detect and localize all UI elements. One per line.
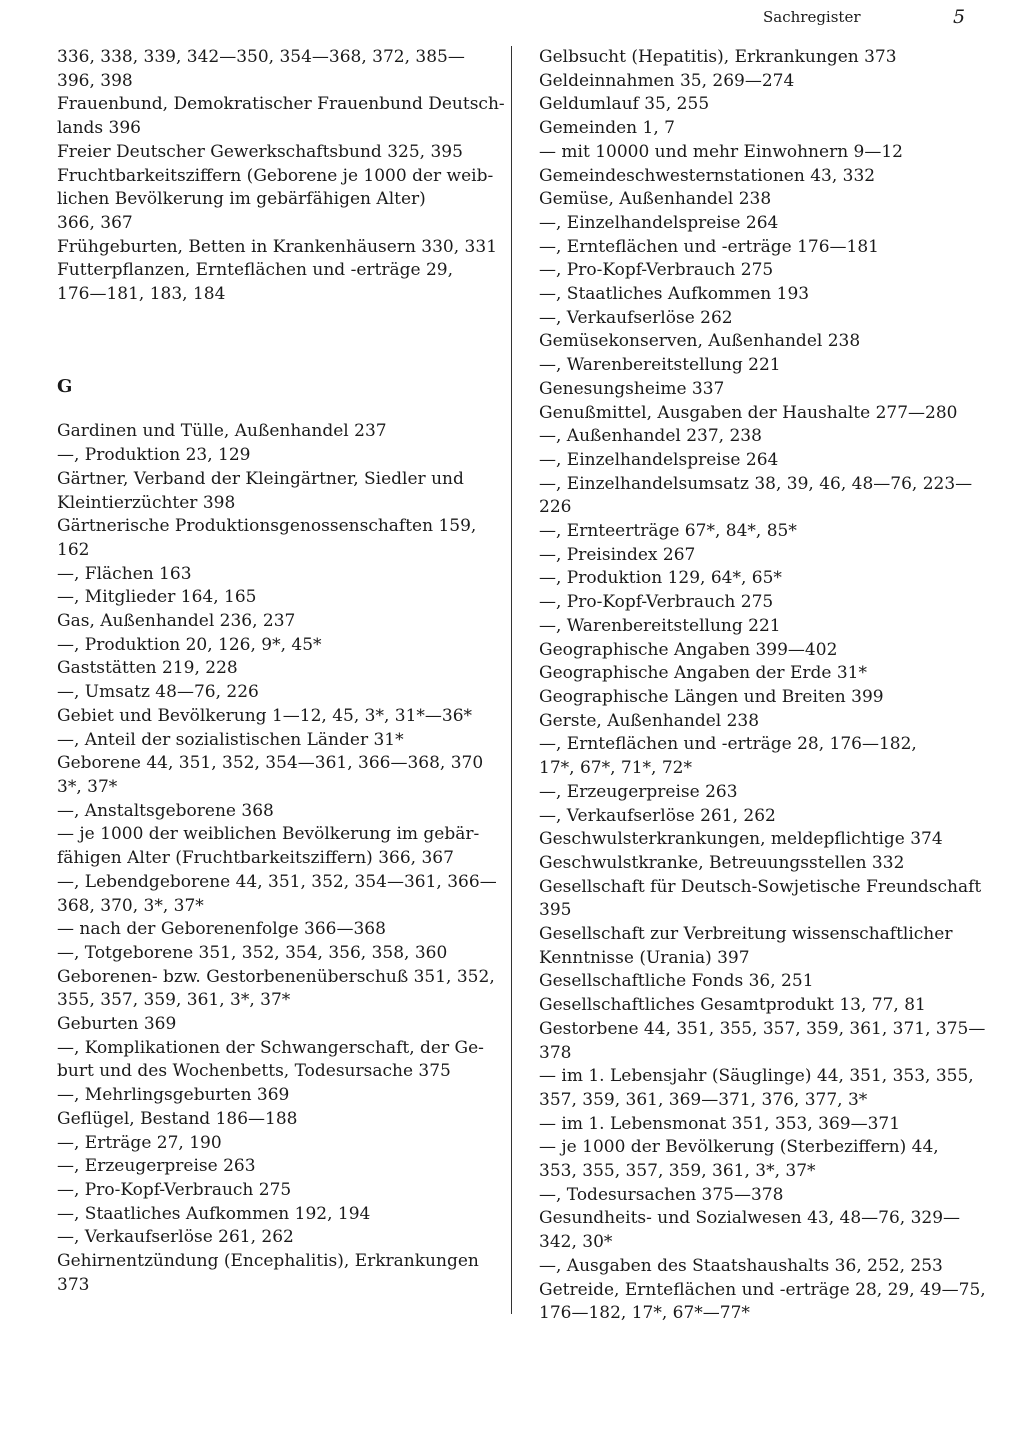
index-entry	[539, 710, 969, 734]
index-entry	[539, 639, 969, 663]
entry-line: —, Erzeugerpreise 263	[57, 1156, 256, 1177]
index-entry	[539, 1279, 986, 1326]
index-entry	[539, 141, 969, 165]
entry-line: Geschwulstkranke, Betreuungsstellen 332	[539, 852, 905, 873]
running-head: Sachregister	[763, 8, 861, 26]
entry-line: —, Erzeugerpreise 263	[539, 781, 738, 802]
index-entry	[539, 425, 969, 449]
entry-continuation-line: 353, 355, 357, 359, 361, 3*, 37*	[539, 1161, 816, 1182]
index-entry	[57, 1179, 485, 1203]
entry-line: Fruchtbarkeitsziffern (Geborene je 1000 der weib-	[57, 165, 494, 186]
entry-line: Frauenbund, Demokratischer Frauenbund Deutsch-	[57, 94, 505, 115]
entry-line: Gemüsekonserven, Außenhandel 238	[539, 331, 861, 352]
index-entry	[57, 657, 485, 681]
index-entry	[57, 705, 485, 729]
entry-continuation-line: Kleintierzüchter 398	[57, 492, 236, 513]
entry-line: —, Mehrlingsgeburten 369	[57, 1085, 290, 1106]
entry-line: —, Ernteflächen und -erträge 176—181	[539, 236, 879, 257]
entry-line: Geburten 369	[57, 1014, 177, 1035]
index-entry	[539, 259, 969, 283]
entry-line: —, Ernteerträge 67*, 84*, 85*	[539, 521, 797, 542]
index-entries-f	[57, 46, 505, 307]
entry-continuation-line: fähigen Alter (Fruchtbarkeitsziffern) 366, 367	[57, 848, 454, 869]
entry-line: Gärtnerische Produktionsgenossenschaften 159,	[57, 516, 477, 537]
index-entry	[539, 1136, 969, 1183]
entry-line: — nach der Geborenenfolge 366—368	[57, 919, 386, 940]
index-entry	[539, 188, 969, 212]
index-entry	[57, 634, 485, 658]
index-entry	[539, 615, 969, 639]
index-entry	[57, 1203, 485, 1227]
entry-line: — im 1. Lebensmonat 351, 353, 369—371	[539, 1113, 901, 1134]
entry-line: —, Verkaufserlöse 262	[539, 307, 733, 328]
index-entry	[539, 686, 969, 710]
index-entry	[539, 544, 969, 568]
entry-line: —, Staatliches Aufkommen 193	[539, 284, 810, 305]
entry-line: Geldumlauf 35, 255	[539, 94, 710, 115]
entry-line: Futterpflanzen, Ernteflächen und -erträge 29,	[57, 260, 453, 281]
entry-line: —, Pro-Kopf-Verbrauch 275	[539, 592, 774, 613]
entry-line: Gestorbene 44, 351, 355, 357, 359, 361, 371, 375—	[539, 1018, 986, 1039]
index-entry	[539, 520, 969, 544]
entry-line: Gemeindeschwesternstationen 43, 332	[539, 165, 876, 186]
index-entries-g	[57, 420, 497, 1297]
index-entry	[57, 165, 494, 236]
entry-line: Freier Deutscher Gewerkschaftsbund 325, 395	[57, 141, 463, 162]
index-entry	[57, 871, 497, 918]
index-entry	[539, 117, 969, 141]
entry-continuation-line: 395	[539, 900, 572, 921]
entry-line: Geographische Längen und Breiten 399	[539, 686, 884, 707]
entry-line: Gehirnentzündung (Encephalitis), Erkrankungen	[57, 1251, 479, 1272]
section-letter: G	[57, 375, 73, 397]
index-entry	[539, 923, 969, 970]
entry-continuation-line: 396, 398	[57, 70, 133, 91]
index-entry	[57, 1226, 485, 1250]
entry-line: —, Komplikationen der Schwangerschaft, der Ge-	[57, 1037, 484, 1058]
index-entry	[57, 444, 485, 468]
entry-line: Geborenen- bzw. Gestorbenenüberschuß 351, 352,	[57, 966, 495, 987]
index-entry	[57, 966, 495, 1013]
index-entry	[57, 46, 485, 93]
index-entry	[57, 236, 498, 260]
index-entry	[57, 1013, 485, 1037]
index-entry	[539, 1018, 986, 1065]
index-entry	[57, 515, 485, 562]
entry-line: —, Staatliches Aufkommen 192, 194	[57, 1203, 371, 1224]
index-entry	[539, 473, 973, 520]
index-entry	[539, 994, 969, 1018]
index-entry	[539, 1184, 969, 1208]
index-entry	[57, 93, 505, 140]
entry-continuation-line: 176—182, 17*, 67*—77*	[539, 1303, 750, 1324]
entry-line: —, Einzelhandelspreise 264	[539, 212, 779, 233]
index-entry	[539, 378, 969, 402]
entry-line: —, Pro-Kopf-Verbrauch 275	[57, 1179, 292, 1200]
index-entry	[57, 1037, 485, 1084]
entry-line: Gärtner, Verband der Kleingärtner, Siedler und	[57, 468, 464, 489]
entry-line: —, Produktion 20, 126, 9*, 45*	[57, 634, 322, 655]
entry-line: Gaststätten 219, 228	[57, 658, 238, 679]
entry-line: —, Ernteflächen und -erträge 28, 176—182,	[539, 734, 917, 755]
index-entry	[57, 1250, 485, 1297]
column-divider	[511, 46, 512, 1314]
entry-line: —, Erträge 27, 190	[57, 1132, 222, 1153]
index-entry	[539, 1113, 969, 1137]
entry-line: Geflügel, Bestand 186—188	[57, 1108, 298, 1129]
entry-line: —, Mitglieder 164, 165	[57, 587, 257, 608]
entry-line: —, Lebendgeborene 44, 351, 352, 354—361, 366—	[57, 871, 497, 892]
entry-continuation-line: 342, 30*	[539, 1232, 613, 1253]
entry-continuation-line: lichen Bevölkerung im gebärfähigen Alter)	[57, 189, 426, 210]
index-entry	[57, 586, 485, 610]
entry-continuation-line: 378	[539, 1042, 572, 1063]
entry-line: Frühgeburten, Betten in Krankenhäusern 330, 331	[57, 236, 498, 257]
entry-line: —, Produktion 23, 129	[57, 445, 251, 466]
entry-line: —, Pro-Kopf-Verbrauch 275	[539, 260, 774, 281]
index-entry	[539, 70, 969, 94]
left-column	[57, 46, 505, 1297]
index-entry	[539, 1255, 969, 1279]
entry-continuation-line: Kenntnisse (Urania) 397	[539, 947, 750, 968]
index-entry	[539, 733, 969, 780]
index-entry	[539, 46, 969, 70]
index-entry	[539, 449, 969, 473]
entry-line: —, Anstaltsgeborene 368	[57, 800, 274, 821]
index-entry	[57, 752, 485, 799]
entry-line: Geographische Angaben 399—402	[539, 639, 838, 660]
entry-line: Gerste, Außenhandel 238	[539, 710, 760, 731]
entry-line: Gardinen und Tülle, Außenhandel 237	[57, 421, 387, 442]
index-entry	[539, 354, 969, 378]
index-entry	[57, 141, 485, 165]
entry-line: — je 1000 der weiblichen Bevölkerung im gebär-	[57, 824, 480, 845]
entry-line: Gebiet und Bevölkerung 1—12, 45, 3*, 31*—36*	[57, 705, 473, 726]
entry-continuation-line: lands 396	[57, 118, 141, 139]
entry-continuation-line: 176—181, 183, 184	[57, 284, 226, 305]
page-number: 5	[953, 6, 966, 28]
entry-line: Genußmittel, Ausgaben der Haushalte 277—280	[539, 402, 958, 423]
index-entry	[57, 800, 485, 824]
entry-continuation-line: 162	[57, 539, 90, 560]
entry-line: Geldeinnahmen 35, 269—274	[539, 70, 795, 91]
entry-continuation-line: 355, 357, 359, 361, 3*, 37*	[57, 990, 291, 1011]
page-header	[0, 8, 1024, 32]
index-entry	[57, 610, 485, 634]
index-entry	[57, 729, 485, 753]
entry-line: —, Außenhandel 237, 238	[539, 426, 762, 447]
entry-line: Gelbsucht (Hepatitis), Erkrankungen 373	[539, 47, 897, 67]
index-entry	[57, 420, 485, 444]
index-entry	[539, 283, 969, 307]
index-entry	[57, 1084, 485, 1108]
entry-line: —, Warenbereitstellung 221	[539, 615, 781, 636]
entry-line: Gesellschaft zur Verbreitung wissenschaftlicher	[539, 924, 953, 945]
entry-line: — im 1. Lebensjahr (Säuglinge) 44, 351, 353, 355,	[539, 1066, 974, 1087]
index-entry	[57, 681, 485, 705]
entry-line: —, Produktion 129, 64*, 65*	[539, 568, 782, 589]
entry-line: —, Preisindex 267	[539, 544, 696, 565]
index-entry	[57, 259, 485, 306]
index-entry	[539, 307, 969, 331]
index-entry	[57, 468, 485, 515]
index-entry	[57, 823, 485, 870]
index-entry	[539, 567, 969, 591]
index-entry	[539, 970, 969, 994]
entry-line: — mit 10000 und mehr Einwohnern 9—12	[539, 141, 903, 162]
entry-line: Gesellschaftliche Fonds 36, 251	[539, 971, 814, 992]
index-entry	[57, 942, 485, 966]
entry-line: Gesellschaftliches Gesamtprodukt 13, 77, 81	[539, 995, 926, 1016]
entry-line: —, Ausgaben des Staatshaushalts 36, 252, 253	[539, 1255, 943, 1276]
entry-line: Gas, Außenhandel 236, 237	[57, 611, 296, 632]
entry-line: Gesundheits- und Sozialwesen 43, 48—76, 329—	[539, 1208, 961, 1229]
entry-line: Getreide, Ernteflächen und -erträge 28, 29, 49—75,	[539, 1279, 986, 1300]
entry-continuation-line: burt und des Wochenbetts, Todesursache 375	[57, 1061, 451, 1082]
entry-line: Geborene 44, 351, 352, 354—361, 366—368, 370	[57, 753, 484, 774]
index-entry	[539, 828, 969, 852]
index-entry	[539, 1065, 974, 1112]
entry-continuation-line: 366, 367	[57, 212, 133, 233]
entry-line: Geschwulsterkrankungen, meldepflichtige 374	[539, 829, 943, 850]
entry-line: —, Verkaufserlöse 261, 262	[57, 1227, 294, 1248]
entry-line: —, Todesursachen 375—378	[539, 1184, 784, 1205]
entry-continuation-line: 357, 359, 361, 369—371, 376, 377, 3*	[539, 1089, 868, 1110]
index-entry	[539, 662, 969, 686]
index-entry	[539, 781, 969, 805]
index-entry	[539, 591, 969, 615]
right-column	[539, 46, 986, 1326]
index-entry	[539, 93, 969, 117]
index-entry	[57, 563, 485, 587]
index-entries-g-continued	[539, 46, 986, 1326]
entry-line: —, Umsatz 48—76, 226	[57, 682, 259, 703]
index-entry	[539, 876, 982, 923]
index-entry	[57, 1132, 485, 1156]
entry-line: Gesellschaft für Deutsch-Sowjetische Freundschaft	[539, 876, 982, 897]
entry-continuation-line: 226	[539, 497, 572, 518]
entry-continuation-line: 368, 370, 3*, 37*	[57, 895, 204, 916]
entry-line: —, Anteil der sozialistischen Länder 31*	[57, 729, 404, 750]
index-entry	[539, 805, 969, 829]
index-entry	[539, 165, 969, 189]
entry-line: —, Einzelhandelsumsatz 38, 39, 46, 48—76, 223—	[539, 473, 973, 494]
entry-line: Geographische Angaben der Erde 31*	[539, 663, 867, 684]
index-entry	[539, 212, 969, 236]
entry-line: —, Flächen 163	[57, 563, 192, 584]
index-entry	[539, 236, 969, 260]
index-entry	[57, 1155, 485, 1179]
index-entry	[539, 852, 969, 876]
entry-line: — je 1000 der Bevölkerung (Sterbeziffern) 44,	[539, 1137, 939, 1158]
entry-line: —, Verkaufserlöse 261, 262	[539, 805, 776, 826]
index-entry	[539, 330, 969, 354]
entry-line: —, Totgeborene 351, 352, 354, 356, 358, 360	[57, 942, 448, 963]
entry-line: 336, 338, 339, 342—350, 354—368, 372, 385—	[57, 47, 465, 67]
index-entry	[57, 918, 485, 942]
index-entry	[539, 402, 969, 426]
index-entry	[57, 1108, 485, 1132]
entry-line: Gemeinden 1, 7	[539, 118, 675, 139]
entry-continuation-line: 17*, 67*, 71*, 72*	[539, 758, 692, 779]
entry-line: —, Einzelhandelspreise 264	[539, 449, 779, 470]
entry-continuation-line: 373	[57, 1274, 90, 1295]
entry-continuation-line: 3*, 37*	[57, 776, 118, 797]
index-entry	[539, 1207, 969, 1254]
entry-line: Genesungsheime 337	[539, 378, 725, 399]
entry-line: —, Warenbereitstellung 221	[539, 355, 781, 376]
entry-line: Gemüse, Außenhandel 238	[539, 189, 772, 210]
